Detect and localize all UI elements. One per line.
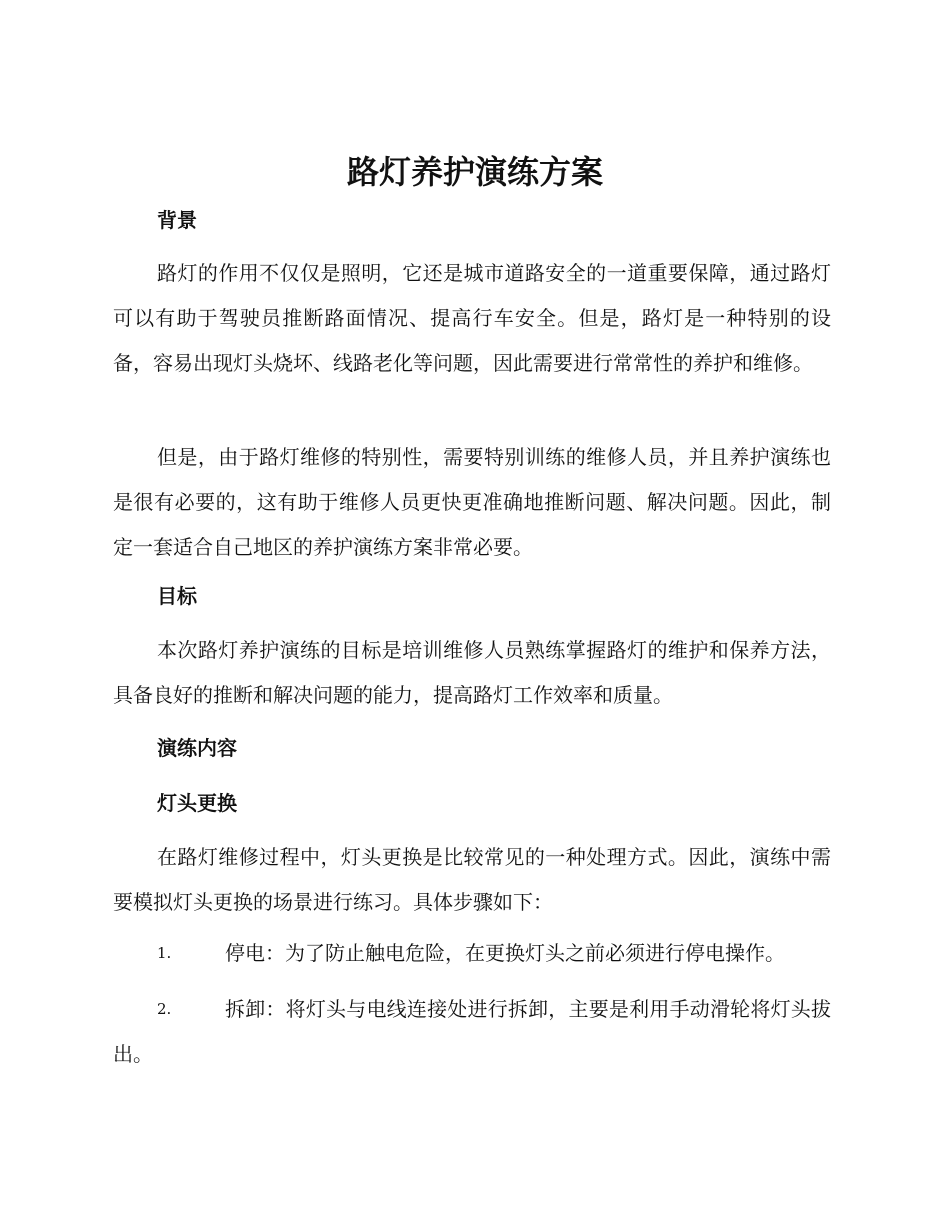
list-item-number: 2. bbox=[157, 1000, 172, 1018]
paragraph-background-1: 路灯的作用不仅仅是照明，它还是城市道路安全的一道重要保障，通过路灯可以有助于驾驶员推断路面情况、提高行车安全。但是，路灯是一种特别的设备，容易出现灯头烧坏、线路老化等问题，因此需要进行常常性的养护和维修。 bbox=[113, 261, 831, 375]
section-heading-content: 演练内容 bbox=[157, 736, 237, 760]
section-heading-lamp-replacement: 灯头更换 bbox=[157, 791, 237, 815]
section-heading-goal: 目标 bbox=[157, 584, 197, 608]
list-item bbox=[113, 931, 831, 976]
paragraph-background-2: 但是，由于路灯维修的特别性，需要特别训练的维修人员，并且养护演练也是很有必要的，这有助于维修人员更快更准确地推断问题、解决问题。因此，制定一套适合自己地区的养护演练方案非常必要。 bbox=[113, 445, 831, 559]
list-item bbox=[113, 987, 831, 1077]
paragraph-lamp-replacement: 在路灯维修过程中，灯头更换是比较常见的一种处理方式。因此，演练中需要模拟灯头更换的场景进行练习。具体步骤如下： bbox=[113, 845, 831, 914]
section-heading-background: 背景 bbox=[157, 208, 197, 232]
list-item-text: 拆卸：将灯头与电线连接处进行拆卸，主要是利用手动滑轮将灯头拔出。 bbox=[113, 997, 831, 1066]
paragraph-goal-1: 本次路灯养护演练的目标是培训维修人员熟练掌握路灯的维护和保养方法，具备良好的推断和解决问题的能力，提高路灯工作效率和质量。 bbox=[113, 638, 831, 707]
document-title: 路灯养护演练方案 bbox=[346, 153, 603, 191]
list-item-number: 1. bbox=[157, 944, 172, 962]
list-item-text: 停电：为了防止触电危险，在更换灯头之前必须进行停电操作。 bbox=[225, 941, 785, 965]
